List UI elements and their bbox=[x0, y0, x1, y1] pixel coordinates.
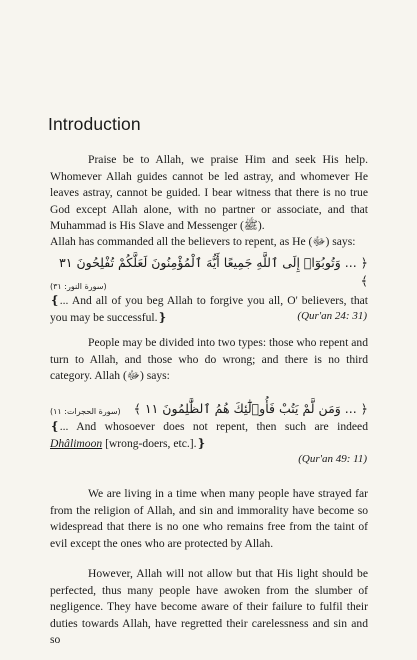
paragraph-opening: Praise be to Allah, we praise Him and seek His help. Whomever Allah guides cannot be led astray, and whomever He leaves astray, cannot be guided. I bear witness that there is no true God except Allah alone, with no partner or associate, and that Muhammad is His Slave and Messenger (ﷺ). bbox=[50, 153, 368, 233]
verse-reference-english-24-31: (Qur'an 24: 31) bbox=[297, 310, 367, 322]
translation-part-a: ❴... And whosoever does not repent, then such are indeed bbox=[50, 420, 368, 433]
paragraph-awoken: However, Allah will not allow but that His light should be perfected, thus many people have awoken from the slumber of negligence. They have become aware of their failure to fulfil their duties towards Allah, have regretted their carelessness and sin and so bbox=[50, 567, 368, 647]
verse-translation-49-11 bbox=[50, 419, 368, 452]
verse-arabic-24-31: ﴿ ... وَتُوبُوٓا۟ إِلَى ٱللَّهِ جَمِيعًا أَيُّهَ ٱلْمُؤْمِنُونَ لَعَلَّكُمْ تُفْلِحُونَ ٣١ ﴾ bbox=[59, 255, 368, 288]
paragraph-command-intro: Allah has commanded all the believers to repent, as He (ﷻ) says: bbox=[50, 235, 356, 248]
verse-translation-24-31: ❴... And all of you beg Allah to forgive you all, O' believers, that you may be successful.❵ bbox=[50, 294, 368, 324]
translation-part-b: [wrong-doers, etc.].❵ bbox=[102, 436, 207, 450]
verse-arabic-49-11: ﴿ ... وَمَن لَّمْ يَتُبْ فَأُو۟لَٰٓئِكَ هُمُ ٱلظَّٰلِمُونَ ١١ ﴾ bbox=[133, 401, 368, 416]
page-title: Introduction bbox=[48, 114, 141, 134]
translation-term: Dhâlimoon bbox=[50, 436, 103, 450]
paragraph-strayed: We are living in a time when many people have strayed far from the religion of Allah, and sin and immorality have become so widespread that there is no one who remains free from the taint of evil except the ones who are protected by Allah. bbox=[50, 487, 368, 550]
paragraph-two-types: People may be divided into two types: those who repent and turn to Allah, and those who do wrong; and there is no third category. Allah (ﷻ) says: bbox=[50, 336, 368, 383]
verse-reference-arabic-49-11: (سورة الحجرات: ١١) bbox=[50, 407, 121, 416]
verse-reference-english-49-11: (Qur'an 49: 11) bbox=[298, 453, 367, 465]
verse-reference-arabic-24-31: (سورة النور: ٣١) bbox=[50, 282, 107, 291]
